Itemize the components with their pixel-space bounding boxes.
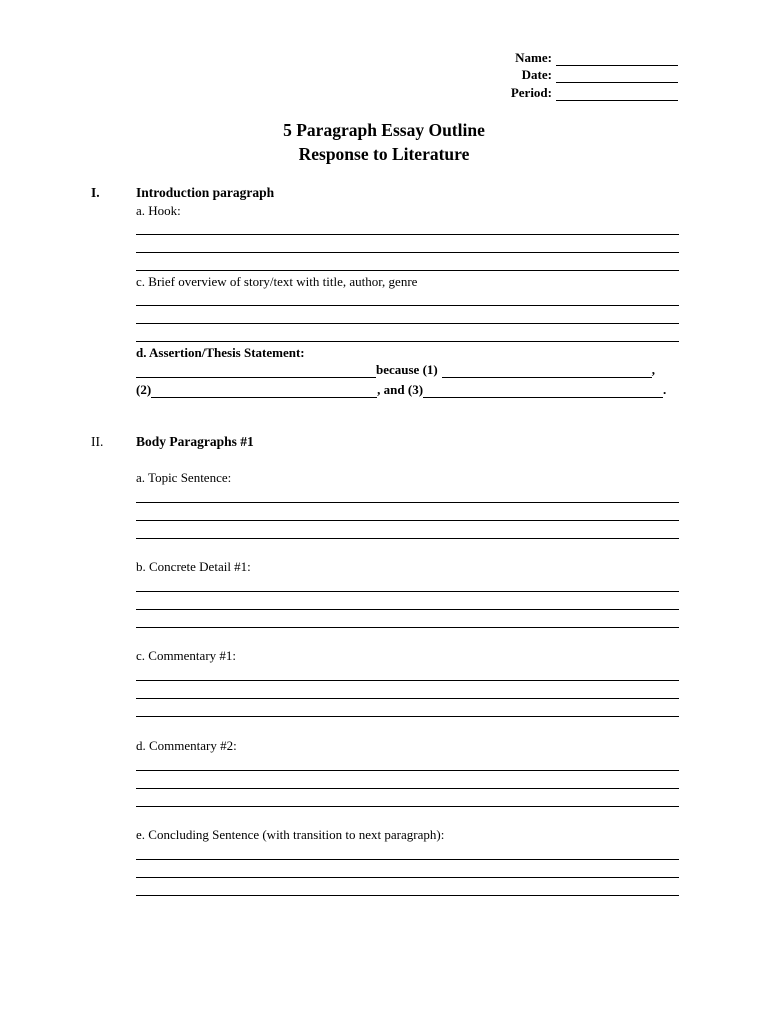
hook-label: a. Hook: — [136, 203, 181, 218]
topic-line-3[interactable] — [136, 538, 679, 539]
topic-sentence-label: a. Topic Sentence: — [136, 470, 232, 485]
commentary-2-line-1[interactable] — [136, 770, 679, 771]
hook-line-3[interactable] — [136, 270, 679, 271]
date-blank[interactable] — [556, 70, 678, 83]
section-1-numeral: I. — [91, 185, 100, 200]
page-title: 5 Paragraph Essay Outline — [283, 120, 485, 140]
thesis-assertion-blank[interactable] — [136, 365, 376, 378]
detail-line-2[interactable] — [136, 609, 679, 610]
topic-line-2[interactable] — [136, 520, 679, 521]
thesis-line-1 — [136, 362, 655, 378]
overview-label: c. Brief overview of story/text with title, author, genre — [136, 274, 418, 289]
period-blank[interactable] — [556, 88, 678, 101]
section-2-heading: Body Paragraphs #1 — [136, 434, 254, 449]
commentary-1-line-2[interactable] — [136, 698, 679, 699]
commentary-2-label: d. Commentary #2: — [136, 738, 237, 753]
concluding-line-3[interactable] — [136, 895, 679, 896]
commentary-1-label: c. Commentary #1: — [136, 648, 237, 663]
reason-2-blank[interactable] — [151, 385, 377, 398]
topic-line-1[interactable] — [136, 502, 679, 503]
commentary-2-line-3[interactable] — [136, 806, 679, 807]
concluding-line-1[interactable] — [136, 859, 679, 860]
period-field — [458, 83, 678, 101]
concrete-detail-label: b. Concrete Detail #1: — [136, 559, 251, 574]
detail-line-3[interactable] — [136, 627, 679, 628]
reason-2-label: (2) — [136, 382, 152, 397]
date-label: Date: — [521, 67, 552, 82]
page-subtitle: Response to Literature — [298, 144, 470, 164]
overview-line-3[interactable] — [136, 341, 679, 342]
reason-1-blank[interactable] — [442, 365, 652, 378]
overview-line-1[interactable] — [136, 305, 679, 306]
overview-line-2[interactable] — [136, 323, 679, 324]
thesis-label: d. Assertion/Thesis Statement: — [136, 345, 305, 360]
period-label: Period: — [510, 84, 552, 100]
commentary-1-line-3[interactable] — [136, 716, 679, 717]
thesis-line-2 — [136, 382, 666, 398]
student-info-block — [458, 48, 678, 101]
section-1-heading: Introduction paragraph — [136, 185, 275, 200]
reason-3-label: , and (3) — [377, 382, 424, 397]
reason-3-blank[interactable] — [423, 385, 663, 398]
hook-line-1[interactable] — [136, 234, 679, 235]
section-2-numeral: II. — [91, 434, 104, 449]
name-label: Name: — [515, 49, 552, 65]
period-text: . — [663, 382, 667, 397]
because-label: because (1) — [376, 362, 438, 377]
hook-line-2[interactable] — [136, 252, 679, 253]
commentary-1-line-1[interactable] — [136, 680, 679, 681]
concluding-sentence-label: e. Concluding Sentence (with transition to next paragraph): — [136, 827, 445, 842]
comma-text: , — [651, 362, 655, 377]
commentary-2-line-2[interactable] — [136, 788, 679, 789]
date-field — [458, 66, 678, 84]
name-blank[interactable] — [556, 53, 678, 66]
concluding-line-2[interactable] — [136, 877, 679, 878]
detail-line-1[interactable] — [136, 591, 679, 592]
name-field — [458, 48, 678, 66]
